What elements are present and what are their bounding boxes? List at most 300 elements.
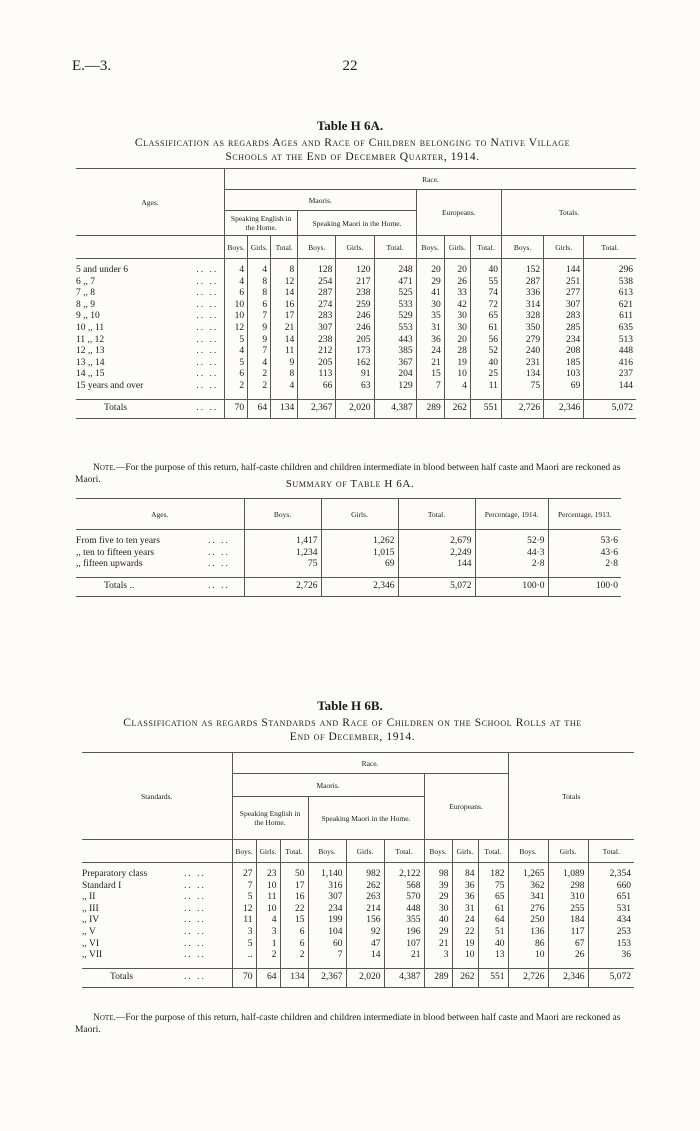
value-cell: 11	[232, 915, 256, 927]
total-cell: 2,346	[548, 968, 588, 987]
total-header: Total.	[478, 840, 508, 863]
value-cell: 471	[374, 277, 416, 289]
value-cell: 248	[374, 265, 416, 277]
value-cell: 36	[416, 335, 444, 347]
value-cell: 443	[374, 335, 416, 347]
value-cell: 75	[501, 381, 543, 393]
value-cell: 367	[374, 358, 416, 370]
value-cell: 61	[478, 904, 508, 916]
leader-dots: .. ..	[184, 869, 206, 879]
boys-header: Boys.	[508, 840, 548, 863]
total-cell: 70	[225, 399, 248, 418]
totals-label: Totals ..	[76, 577, 206, 596]
value-cell: 314	[501, 300, 543, 312]
value-cell: 1,089	[548, 869, 588, 881]
table-h6b	[82, 752, 634, 988]
table-row	[76, 277, 636, 289]
table-row	[76, 323, 636, 335]
value-cell: 153	[588, 939, 634, 951]
leader-dots: .. ..	[208, 536, 230, 546]
value-cell: 234	[308, 904, 346, 916]
value-cell: 16	[271, 300, 298, 312]
total-cell: 551	[470, 399, 501, 418]
value-cell: 11	[256, 892, 280, 904]
value-cell: 246	[336, 311, 374, 323]
value-cell: 2·8	[475, 559, 548, 571]
value-cell: 237	[584, 369, 636, 381]
table-row	[76, 536, 621, 548]
girls-header: Girls.	[444, 236, 470, 259]
race-header: Race.	[232, 753, 508, 774]
totals-row	[76, 399, 636, 418]
value-cell: 14	[271, 335, 298, 347]
row-label: 8 ,, 9	[76, 299, 95, 310]
value-cell: 173	[336, 346, 374, 358]
boys-header: Boys.	[298, 236, 336, 259]
value-cell: 9	[248, 335, 271, 347]
total-cell: 2,726	[501, 399, 543, 418]
value-cell: 533	[374, 300, 416, 312]
leader-dots: .. ..	[206, 577, 244, 596]
value-cell: 4	[248, 358, 271, 370]
total-cell: 2,020	[336, 399, 374, 418]
summary-ages-header: Ages.	[76, 499, 244, 530]
value-cell: 1,140	[308, 869, 346, 881]
value-cell: 316	[308, 881, 346, 893]
value-cell: 162	[336, 358, 374, 370]
total-cell: 64	[256, 968, 280, 987]
table-row	[76, 548, 621, 560]
value-cell: 6	[280, 939, 308, 951]
value-cell: 12	[232, 904, 256, 916]
value-cell: 274	[298, 300, 336, 312]
total-cell: 2,726	[244, 577, 321, 596]
totals-header: Totals.	[501, 190, 636, 236]
value-cell: 2	[225, 381, 248, 393]
value-cell: 26	[548, 950, 588, 962]
table-h6b-title: Table H 6B.	[317, 698, 383, 713]
leader-dots: .. ..	[196, 322, 219, 333]
maoris-header: Maoris.	[232, 774, 424, 797]
girls-header: Girls.	[548, 840, 588, 863]
value-cell: 40	[478, 939, 508, 951]
value-cell: 185	[544, 358, 584, 370]
value-cell: 6	[248, 300, 271, 312]
table-row	[82, 892, 634, 904]
value-cell: 11	[271, 346, 298, 358]
table-h6a-title: Table H 6A.	[316, 118, 384, 133]
value-cell: 41	[416, 288, 444, 300]
value-cell: 40	[470, 358, 501, 370]
value-cell: 385	[374, 346, 416, 358]
value-cell: 98	[424, 869, 452, 881]
value-cell: 29	[416, 277, 444, 289]
value-cell: 214	[346, 904, 384, 916]
total-cell: 2,346	[544, 399, 584, 418]
race-header: Race.	[225, 169, 636, 190]
leader-dots: .. ..	[196, 288, 219, 299]
total-header: Total.	[384, 840, 424, 863]
value-cell: 4	[271, 381, 298, 393]
value-cell: 60	[308, 939, 346, 951]
value-cell: 21	[416, 358, 444, 370]
value-cell: 251	[544, 277, 584, 289]
ages-header: Ages.	[76, 169, 225, 236]
value-cell: 10	[256, 904, 280, 916]
value-cell: ..	[232, 950, 256, 962]
speaking-maori-header: Speaking Maori in the Home.	[308, 797, 424, 840]
total-cell: 2,020	[346, 968, 384, 987]
leader-dots: .. ..	[184, 938, 206, 949]
leader-dots: .. ..	[184, 915, 206, 926]
value-cell: 144	[584, 381, 636, 393]
value-cell: 1,234	[244, 548, 321, 560]
value-cell: 2	[248, 381, 271, 393]
row-label: 12 ,, 13	[76, 346, 105, 357]
value-cell: 199	[308, 915, 346, 927]
total-header: Total.	[374, 236, 416, 259]
value-cell: 30	[444, 323, 470, 335]
value-cell: 263	[346, 892, 384, 904]
value-cell: 86	[508, 939, 548, 951]
row-label: ,, VI	[82, 938, 99, 949]
value-cell: 254	[298, 277, 336, 289]
totals-label: Totals	[82, 968, 182, 987]
value-cell: 310	[548, 892, 588, 904]
leader-dots: .. ..	[182, 968, 232, 987]
value-cell: 982	[346, 869, 384, 881]
table-row	[82, 915, 634, 927]
leader-dots: .. ..	[196, 334, 219, 345]
value-cell: 21	[271, 323, 298, 335]
value-cell: 660	[588, 881, 634, 893]
value-cell: 553	[374, 323, 416, 335]
value-cell: 69	[544, 381, 584, 393]
value-cell: 44·3	[475, 548, 548, 560]
summary-total-header: Total.	[398, 499, 475, 530]
row-label: Standard I	[82, 880, 122, 891]
row-label: 13 ,, 14	[76, 357, 105, 368]
europeans-header: Europeans.	[424, 774, 508, 840]
value-cell: 2,679	[398, 536, 475, 548]
table-h6a	[76, 168, 636, 419]
value-cell: 17	[271, 311, 298, 323]
value-cell: 156	[346, 915, 384, 927]
value-cell: 362	[508, 881, 548, 893]
table-row	[76, 288, 636, 300]
value-cell: 285	[544, 323, 584, 335]
caption-line-2: Schools at the End of December Quarter, 1914.	[225, 151, 480, 163]
value-cell: 21	[424, 939, 452, 951]
value-cell: 298	[548, 881, 588, 893]
girls-header: Girls.	[452, 840, 478, 863]
value-cell: 7	[416, 381, 444, 393]
summary-pct1913-header: Percentage, 1913.	[548, 499, 621, 530]
note-text: —For the purpose of this return, half-caste children and children intermediate in blood between half caste and Maori are reckoned as Maori.	[75, 463, 621, 485]
leader-dots: .. ..	[208, 559, 230, 570]
note-text: —For the purpose of this return, half-caste children and children intermediate in blood between half caste and Maori are reckoned as Maori.	[75, 1013, 621, 1035]
value-cell: 36	[452, 881, 478, 893]
caption-line-2: End of December, 1914.	[289, 731, 416, 743]
row-label: 10 ,, 11	[76, 322, 105, 333]
value-cell: 196	[384, 927, 424, 939]
value-cell: 120	[336, 265, 374, 277]
total-cell: 5,072	[588, 968, 634, 987]
girls-header: Girls.	[336, 236, 374, 259]
value-cell: 205	[298, 358, 336, 370]
row-label: 7 ,, 8	[76, 288, 95, 299]
value-cell: 538	[584, 277, 636, 289]
total-cell: 289	[424, 968, 452, 987]
total-cell: 4,387	[384, 968, 424, 987]
value-cell: 238	[336, 288, 374, 300]
value-cell: 2,354	[588, 869, 634, 881]
value-cell: 36	[452, 892, 478, 904]
row-label: 11 ,, 12	[76, 334, 105, 345]
value-cell: 75	[478, 881, 508, 893]
value-cell: 307	[544, 300, 584, 312]
total-cell: 2,367	[298, 399, 336, 418]
value-cell: 8	[248, 277, 271, 289]
value-cell: 21	[384, 950, 424, 962]
value-cell: 9	[248, 323, 271, 335]
blank-header	[76, 236, 225, 259]
speaking-english-header: Speaking English in the Home.	[225, 211, 298, 236]
value-cell: 134	[501, 369, 543, 381]
total-cell: 5,072	[584, 399, 636, 418]
value-cell: 3	[232, 927, 256, 939]
value-cell: 2,122	[384, 869, 424, 881]
table-row	[76, 369, 636, 381]
value-cell: 92	[346, 927, 384, 939]
value-cell: 5	[225, 335, 248, 347]
value-cell: 107	[384, 939, 424, 951]
boys-header: Boys.	[424, 840, 452, 863]
value-cell: 7	[248, 311, 271, 323]
value-cell: 31	[416, 323, 444, 335]
value-cell: 6	[225, 288, 248, 300]
value-cell: 2	[248, 369, 271, 381]
value-cell: 531	[588, 904, 634, 916]
value-cell: 39	[424, 881, 452, 893]
table-h6a-caption	[70, 136, 635, 164]
row-label: From five to ten years	[76, 536, 160, 546]
value-cell: 104	[308, 927, 346, 939]
europeans-header: Europeans.	[416, 190, 501, 236]
value-cell: 328	[501, 311, 543, 323]
value-cell: 20	[444, 335, 470, 347]
value-cell: 50	[280, 869, 308, 881]
value-cell: 22	[452, 927, 478, 939]
total-cell: 551	[478, 968, 508, 987]
value-cell: 635	[584, 323, 636, 335]
value-cell: 72	[470, 300, 501, 312]
leader-dots: .. ..	[184, 892, 206, 903]
value-cell: 7	[308, 950, 346, 962]
note-key: Note.	[93, 1013, 116, 1023]
total-cell: 262	[452, 968, 478, 987]
total-header: Total.	[271, 236, 298, 259]
value-cell: 2	[256, 950, 280, 962]
note-key: Note.	[93, 463, 116, 473]
table-row	[76, 358, 636, 370]
value-cell: 4	[225, 265, 248, 277]
value-cell: 231	[501, 358, 543, 370]
value-cell: 276	[508, 904, 548, 916]
table-row	[82, 881, 634, 893]
row-label: ,, fifteen upwards	[76, 559, 143, 570]
row-label: ,, III	[82, 903, 99, 914]
value-cell: 40	[424, 915, 452, 927]
leader-dots: .. ..	[196, 357, 219, 368]
value-cell: 27	[232, 869, 256, 881]
value-cell: 234	[544, 335, 584, 347]
value-cell: 5	[225, 358, 248, 370]
value-cell: 341	[508, 892, 548, 904]
value-cell: 7	[248, 346, 271, 358]
value-cell: 17	[280, 881, 308, 893]
value-cell: 19	[452, 939, 478, 951]
leader-dots: .. ..	[184, 880, 206, 891]
leader-dots: .. ..	[196, 265, 219, 275]
value-cell: 75	[244, 559, 321, 571]
value-cell: 8	[271, 265, 298, 277]
value-cell: 36	[588, 950, 634, 962]
value-cell: 30	[444, 311, 470, 323]
value-cell: 568	[384, 881, 424, 893]
row-label: ,, IV	[82, 915, 100, 926]
value-cell: 24	[452, 915, 478, 927]
value-cell: 65	[470, 311, 501, 323]
value-cell: 1,417	[244, 536, 321, 548]
value-cell: 2	[280, 950, 308, 962]
value-cell: 2·8	[548, 559, 621, 571]
total-header: Total.	[588, 840, 634, 863]
table-row	[82, 950, 634, 962]
value-cell: 3	[424, 950, 452, 962]
value-cell: 29	[424, 892, 452, 904]
value-cell: 42	[444, 300, 470, 312]
value-cell: 208	[544, 346, 584, 358]
value-cell: 56	[470, 335, 501, 347]
value-cell: 238	[298, 335, 336, 347]
leader-dots: .. ..	[184, 903, 206, 914]
value-cell: 434	[588, 915, 634, 927]
value-cell: 136	[508, 927, 548, 939]
boys-header: Boys.	[232, 840, 256, 863]
totals-label: Totals	[76, 399, 194, 418]
value-cell: 217	[336, 277, 374, 289]
value-cell: 262	[346, 881, 384, 893]
row-label: 6 ,, 7	[76, 276, 95, 287]
value-cell: 63	[336, 381, 374, 393]
leader-dots: .. ..	[194, 399, 224, 418]
table-row	[76, 559, 621, 571]
value-cell: 69	[321, 559, 398, 571]
total-cell: 289	[416, 399, 444, 418]
value-cell: 103	[544, 369, 584, 381]
value-cell: 5	[232, 892, 256, 904]
value-cell: 30	[416, 300, 444, 312]
leader-dots: .. ..	[196, 299, 219, 310]
value-cell: 2,249	[398, 548, 475, 560]
value-cell: 113	[298, 369, 336, 381]
page-number: 22	[342, 58, 358, 74]
total-cell: 100·0	[475, 577, 548, 596]
value-cell: 29	[424, 927, 452, 939]
value-cell: 14	[271, 288, 298, 300]
value-cell: 25	[470, 369, 501, 381]
value-cell: 296	[584, 265, 636, 277]
value-cell: 6	[280, 927, 308, 939]
value-cell: 144	[398, 559, 475, 571]
value-cell: 525	[374, 288, 416, 300]
row-label: 15 years and over	[76, 380, 144, 391]
row-label: ,, V	[82, 926, 96, 937]
value-cell: 10	[452, 950, 478, 962]
value-cell: 64	[478, 915, 508, 927]
girls-header: Girls.	[544, 236, 584, 259]
value-cell: 40	[470, 265, 501, 277]
standards-header: Standards.	[82, 753, 232, 840]
value-cell: 61	[470, 323, 501, 335]
value-cell: 22	[280, 904, 308, 916]
value-cell: 144	[544, 265, 584, 277]
value-cell: 15	[416, 369, 444, 381]
boys-header: Boys.	[225, 236, 248, 259]
value-cell: 1,262	[321, 536, 398, 548]
total-cell: 100·0	[548, 577, 621, 596]
value-cell: 16	[280, 892, 308, 904]
value-cell: 5	[232, 939, 256, 951]
row-label: ,, ten to fifteen years	[76, 547, 155, 558]
value-cell: 529	[374, 311, 416, 323]
value-cell: 51	[478, 927, 508, 939]
value-cell: 20	[416, 265, 444, 277]
value-cell: 10	[256, 881, 280, 893]
value-cell: 8	[271, 369, 298, 381]
table-row	[76, 265, 636, 277]
value-cell: 129	[374, 381, 416, 393]
value-cell: 651	[588, 892, 634, 904]
value-cell: 31	[452, 904, 478, 916]
value-cell: 283	[544, 311, 584, 323]
value-cell: 1,265	[508, 869, 548, 881]
value-cell: 4	[225, 277, 248, 289]
value-cell: 10	[508, 950, 548, 962]
value-cell: 66	[298, 381, 336, 393]
total-header: Total.	[584, 236, 636, 259]
total-cell: 134	[280, 968, 308, 987]
girls-header: Girls.	[248, 236, 271, 259]
row-label: 14 ,, 15	[76, 369, 105, 380]
value-cell: 4	[444, 381, 470, 393]
value-cell: 611	[584, 311, 636, 323]
table-row	[82, 869, 634, 881]
value-cell: 283	[298, 311, 336, 323]
value-cell: 47	[346, 939, 384, 951]
value-cell: 182	[478, 869, 508, 881]
table-row	[76, 335, 636, 347]
value-cell: 65	[478, 892, 508, 904]
table-row	[76, 381, 636, 393]
value-cell: 10	[225, 311, 248, 323]
total-cell: 2,346	[321, 577, 398, 596]
summary-table	[76, 498, 621, 597]
totals-row	[76, 577, 621, 596]
table-row	[82, 904, 634, 916]
value-cell: 11	[470, 381, 501, 393]
